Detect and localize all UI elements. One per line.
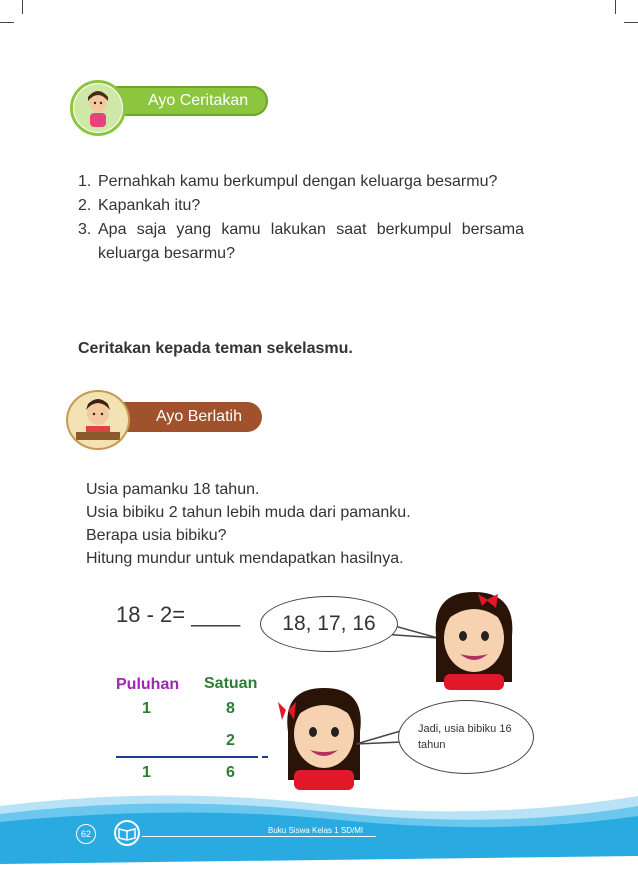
column-header-ones: Satuan: [204, 675, 258, 692]
crop-mark: [22, 0, 23, 14]
footer-line: [142, 836, 376, 837]
section-badge-practice: [66, 402, 262, 432]
book-title: Buku Siswa Kelas 1 SD/MI: [268, 826, 364, 835]
section-badge-tell: [70, 86, 268, 116]
instruction-text: Ceritakan kepada teman sekelasmu.: [78, 340, 353, 357]
girl-reading-icon: [70, 80, 126, 136]
list-item: [78, 194, 524, 218]
girl-character-icon: [426, 586, 522, 690]
speech-bubble-count: [260, 596, 398, 652]
equation: 18 - 2= ____: [116, 602, 241, 627]
story-line: Hitung mundur untuk mendapatkan hasilnya.: [86, 550, 404, 567]
digit-ones: 2: [226, 732, 235, 749]
column-header-tens: Puluhan: [116, 676, 180, 693]
bubble-count-text: 18, 17, 16: [282, 612, 376, 635]
question-list: [78, 170, 524, 266]
story-line: Usia bibiku 2 tahun lebih muda dari pamanku.: [86, 504, 411, 521]
bubble-answer-text: Jadi, usia bibiku 16 tahun: [418, 723, 512, 751]
crop-mark: [624, 22, 638, 23]
question-number: 3.: [78, 221, 92, 238]
question-number: 2.: [78, 197, 92, 214]
story-text: [86, 478, 411, 570]
book-icon: [112, 820, 142, 846]
list-item: [78, 218, 524, 266]
list-item: [78, 170, 524, 194]
question-text: Pernahkah kamu berkumpul dengan keluarga besarmu?: [98, 173, 498, 190]
crop-mark: [0, 22, 14, 23]
crop-mark: [615, 0, 616, 14]
story-line: Usia pamanku 18 tahun.: [86, 481, 260, 498]
speech-bubble-answer: [398, 700, 534, 774]
question-number: 1.: [78, 173, 92, 190]
digit-ones: 8: [226, 700, 235, 717]
digit-tens: 1: [142, 700, 151, 717]
result-tens: 1: [142, 764, 151, 781]
sum-line: [116, 756, 258, 758]
question-text: Kapankah itu?: [98, 197, 201, 214]
page-number: 62: [76, 824, 96, 844]
story-line: Berapa usia bibiku?: [86, 527, 227, 544]
section-title-practice: Ayo Berlatih: [106, 402, 262, 432]
boy-writing-icon: [66, 390, 130, 450]
sum-line-dash: [262, 756, 268, 758]
result-ones: 6: [226, 764, 235, 781]
section-title-tell: Ayo Ceritakan: [98, 86, 268, 116]
question-text: Apa saja yang kamu lakukan saat berkumpul bersama keluarga besarmu?: [98, 221, 524, 262]
